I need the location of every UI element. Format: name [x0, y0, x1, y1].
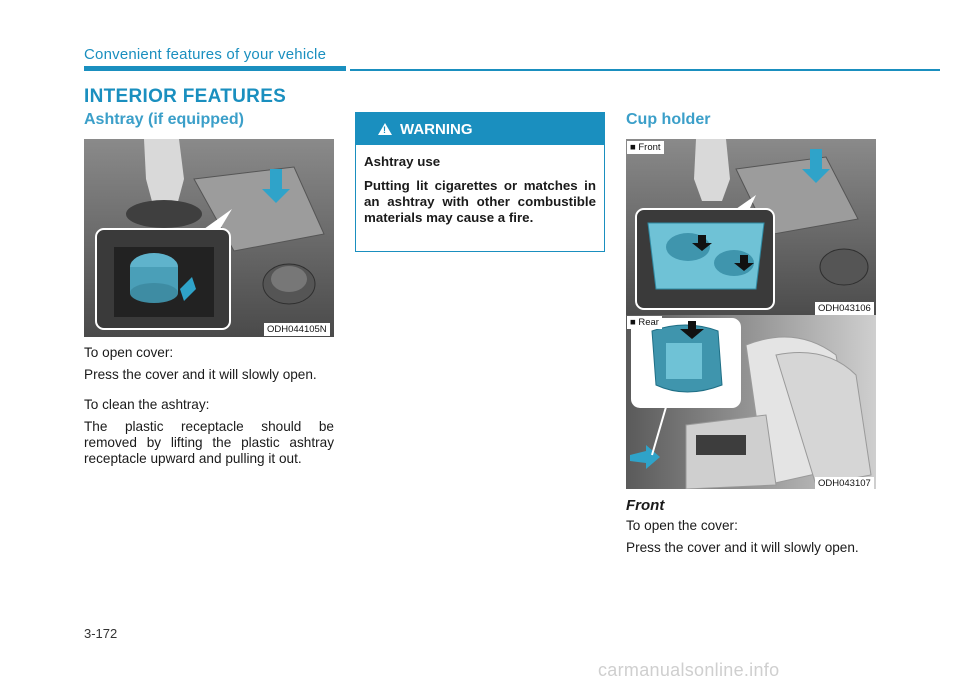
warning-label: WARNING — [400, 120, 473, 138]
ashtray-figure — [84, 139, 334, 337]
front-subheading: Front — [626, 497, 665, 514]
ashtray-figure-code: ODH044105N — [264, 323, 330, 336]
warning-text: Putting lit cigarettes or matches in an ashtray with other combustible materials may cause a fire. — [364, 178, 596, 225]
rear-figure-tag: ■ Rear — [627, 316, 662, 329]
cup-holder-text — [626, 518, 878, 562]
watermark: carmanualsonline.info — [598, 660, 780, 680]
warning-box — [355, 112, 605, 252]
rear-figure-code: ODH043107 — [815, 477, 874, 490]
ashtray-paragraph: To clean the ashtray: — [84, 397, 210, 412]
header-bar-thin — [350, 69, 940, 71]
warning-header — [356, 113, 604, 145]
page-number: 3-172 — [84, 626, 118, 641]
cup-holder-title: Cup holder — [626, 111, 711, 128]
warning-icon: ! — [378, 123, 392, 135]
cup-holder-rear-figure — [626, 315, 876, 489]
section-title: INTERIOR FEATURES — [84, 86, 287, 107]
warning-heading: Ashtray use — [364, 154, 441, 169]
front-figure-tag: ■ Front — [627, 141, 664, 154]
ashtray-text — [84, 345, 334, 473]
chapter-header: Convenient features of your vehicle — [84, 46, 327, 63]
front-figure-code: ODH043106 — [815, 302, 874, 315]
header-bar-thick — [84, 66, 346, 71]
ashtray-paragraph: To open cover: — [84, 345, 174, 360]
ashtray-paragraph: Press the cover and it will slowly open. — [84, 367, 317, 382]
cup-holder-paragraph: Press the cover and it will slowly open. — [626, 540, 859, 555]
ashtray-paragraph: The plastic receptacle should be removed by lifting the plastic ashtray receptacle upward and pulling it out. — [84, 419, 334, 466]
ashtray-title: Ashtray (if equipped) — [84, 111, 245, 128]
cup-holder-front-figure — [626, 139, 876, 315]
cup-holder-paragraph: To open the cover: — [626, 518, 738, 533]
